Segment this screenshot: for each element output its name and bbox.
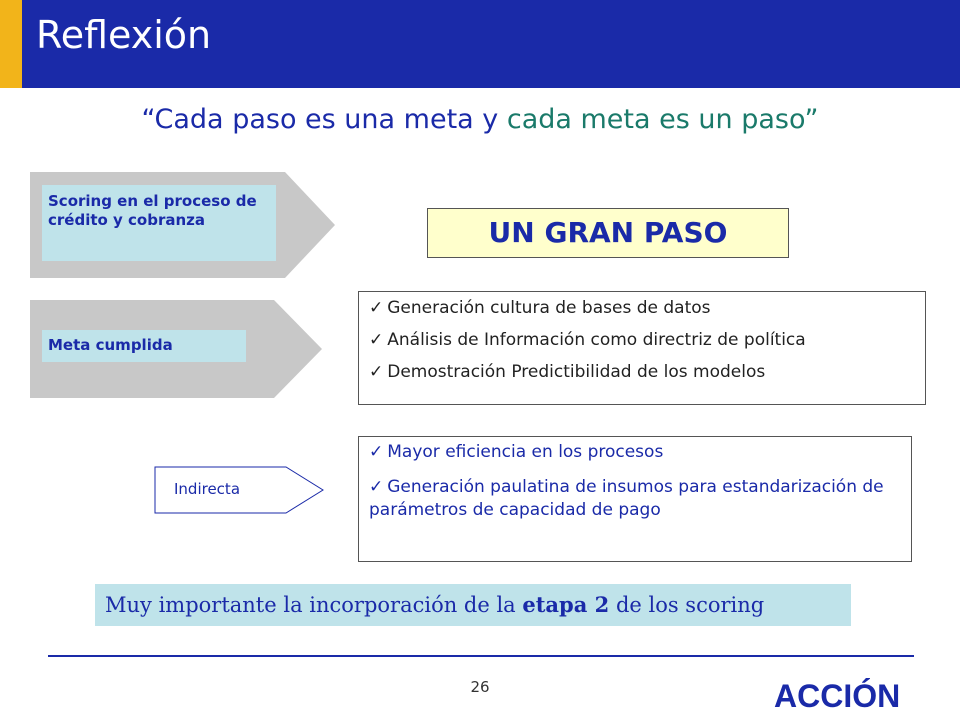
logo-text: ACCIÓN	[774, 678, 901, 712]
chevron-label-meta: Meta cumplida	[42, 330, 246, 362]
quote	[0, 104, 960, 135]
page-number: 26	[470, 678, 490, 696]
check-icon: ✓	[369, 477, 384, 497]
indirect-benefits-box	[358, 436, 912, 562]
list-item-text: Demostración Predictibilidad de los modelos	[387, 362, 766, 382]
gran-paso-box: UN GRAN PASO	[427, 208, 789, 258]
check-icon: ✓	[369, 442, 384, 462]
highlight-note	[95, 584, 851, 626]
achievements-box	[358, 291, 926, 405]
list-item-text: Generación paulatina de insumos para estandarización de parámetros de capacidad de pago	[369, 477, 884, 520]
list-item-text: Generación cultura de bases de datos	[387, 298, 711, 318]
check-icon: ✓	[369, 330, 384, 350]
note-text-pre: Muy importante la incorporación de la	[105, 593, 523, 617]
footer-divider	[48, 655, 914, 657]
note-text-bold: etapa 2	[522, 592, 610, 617]
header-accent-bar	[0, 0, 22, 88]
list-item-text: Mayor eficiencia en los procesos	[387, 442, 664, 462]
accion-logo	[774, 676, 914, 716]
check-icon: ✓	[369, 298, 384, 318]
list-item-text: Análisis de Información como directriz de política	[387, 330, 806, 350]
page-title: Reflexión	[36, 13, 212, 57]
quote-part-2: cada meta es un paso”	[506, 104, 819, 135]
list-item	[369, 476, 901, 522]
quote-part-1: “Cada paso es una meta y	[141, 104, 507, 135]
chevron-label-indirecta: Indirecta	[174, 480, 241, 498]
list-item	[369, 352, 915, 392]
check-icon: ✓	[369, 362, 384, 382]
list-item	[369, 441, 901, 464]
note-text-post: de los scoring	[609, 593, 765, 617]
chevron-label-scoring: Scoring en el proceso de crédito y cobranza	[42, 185, 276, 261]
